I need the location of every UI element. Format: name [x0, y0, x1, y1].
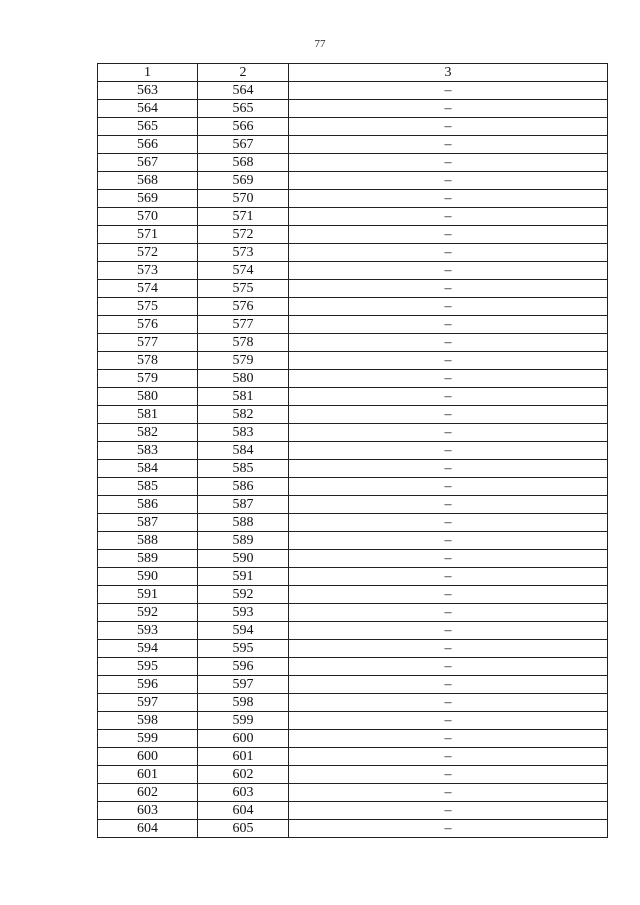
table-row	[98, 388, 608, 406]
table-cell-col-1: 587	[98, 514, 198, 532]
table-cell-col-1: 597	[98, 694, 198, 712]
table-row	[98, 568, 608, 586]
table-cell-col-1: 572	[98, 244, 198, 262]
table-cell-col-1: 563	[98, 82, 198, 100]
table-cell-col-3: –	[289, 460, 608, 478]
table-cell-col-2: 598	[198, 694, 289, 712]
table-cell-col-2: 566	[198, 118, 289, 136]
table-cell-col-1: 595	[98, 658, 198, 676]
table-cell-col-2: 576	[198, 298, 289, 316]
table-cell-col-2: 604	[198, 802, 289, 820]
table-cell-col-1: 588	[98, 532, 198, 550]
table-cell-col-2: 596	[198, 658, 289, 676]
column-header-1: 1	[98, 64, 198, 82]
table-cell-col-3: –	[289, 262, 608, 280]
table-cell-col-2: 589	[198, 532, 289, 550]
table-cell-col-2: 594	[198, 622, 289, 640]
table-row	[98, 802, 608, 820]
table-cell-col-2: 603	[198, 784, 289, 802]
table-cell-col-3: –	[289, 640, 608, 658]
table-row	[98, 82, 608, 100]
table-row	[98, 478, 608, 496]
table-cell-col-2: 590	[198, 550, 289, 568]
table-cell-col-3: –	[289, 712, 608, 730]
table-cell-col-3: –	[289, 766, 608, 784]
table-cell-col-3: –	[289, 118, 608, 136]
table-row	[98, 424, 608, 442]
table-cell-col-1: 576	[98, 316, 198, 334]
table-row	[98, 190, 608, 208]
table-cell-col-3: –	[289, 280, 608, 298]
table-cell-col-3: –	[289, 226, 608, 244]
column-header-3: 3	[289, 64, 608, 82]
table-cell-col-3: –	[289, 532, 608, 550]
table-cell-col-3: –	[289, 298, 608, 316]
table-cell-col-1: 600	[98, 748, 198, 766]
table-cell-col-3: –	[289, 82, 608, 100]
table-cell-col-2: 565	[198, 100, 289, 118]
table-cell-col-3: –	[289, 694, 608, 712]
table-cell-col-2: 597	[198, 676, 289, 694]
table-row	[98, 532, 608, 550]
table-cell-col-2: 568	[198, 154, 289, 172]
table-cell-col-1: 565	[98, 118, 198, 136]
table-row	[98, 676, 608, 694]
table-body	[98, 82, 608, 838]
table-cell-col-3: –	[289, 514, 608, 532]
table-cell-col-2: 602	[198, 766, 289, 784]
table-cell-col-1: 604	[98, 820, 198, 838]
table-cell-col-1: 568	[98, 172, 198, 190]
table-row	[98, 118, 608, 136]
table-cell-col-3: –	[289, 478, 608, 496]
table-cell-col-1: 602	[98, 784, 198, 802]
table-row	[98, 730, 608, 748]
table-cell-col-2: 587	[198, 496, 289, 514]
table-cell-col-1: 579	[98, 370, 198, 388]
table-cell-col-1: 589	[98, 550, 198, 568]
table-row	[98, 100, 608, 118]
table-cell-col-2: 585	[198, 460, 289, 478]
table-row	[98, 622, 608, 640]
table-cell-col-3: –	[289, 586, 608, 604]
table-row	[98, 298, 608, 316]
table-cell-col-2: 581	[198, 388, 289, 406]
table-cell-col-3: –	[289, 190, 608, 208]
table-cell-col-2: 570	[198, 190, 289, 208]
table-row	[98, 370, 608, 388]
table-row	[98, 712, 608, 730]
table-row	[98, 406, 608, 424]
table-cell-col-1: 575	[98, 298, 198, 316]
table-cell-col-1: 564	[98, 100, 198, 118]
table-cell-col-1: 577	[98, 334, 198, 352]
table-cell-col-3: –	[289, 244, 608, 262]
table-cell-col-1: 569	[98, 190, 198, 208]
table-cell-col-3: –	[289, 424, 608, 442]
table-cell-col-3: –	[289, 748, 608, 766]
table-cell-col-2: 580	[198, 370, 289, 388]
table-cell-col-2: 582	[198, 406, 289, 424]
table-cell-col-2: 601	[198, 748, 289, 766]
table-cell-col-3: –	[289, 820, 608, 838]
table-cell-col-1: 590	[98, 568, 198, 586]
table-cell-col-1: 591	[98, 586, 198, 604]
table-cell-col-1: 571	[98, 226, 198, 244]
table-cell-col-3: –	[289, 622, 608, 640]
table-row	[98, 514, 608, 532]
table-cell-col-3: –	[289, 370, 608, 388]
table-cell-col-2: 564	[198, 82, 289, 100]
table-cell-col-3: –	[289, 784, 608, 802]
table-cell-col-2: 567	[198, 136, 289, 154]
table-cell-col-1: 581	[98, 406, 198, 424]
table-row	[98, 640, 608, 658]
table-cell-col-3: –	[289, 604, 608, 622]
table-cell-col-3: –	[289, 658, 608, 676]
table-cell-col-1: 584	[98, 460, 198, 478]
table-cell-col-1: 582	[98, 424, 198, 442]
table-row	[98, 280, 608, 298]
table-cell-col-3: –	[289, 316, 608, 334]
table-cell-col-1: 583	[98, 442, 198, 460]
table-cell-col-2: 575	[198, 280, 289, 298]
table-row	[98, 820, 608, 838]
table-cell-col-3: –	[289, 676, 608, 694]
table-row	[98, 694, 608, 712]
table-cell-col-1: 598	[98, 712, 198, 730]
table-cell-col-2: 571	[198, 208, 289, 226]
table-cell-col-3: –	[289, 496, 608, 514]
table-cell-col-1: 599	[98, 730, 198, 748]
table-cell-col-2: 579	[198, 352, 289, 370]
table-cell-col-1: 585	[98, 478, 198, 496]
table-cell-col-2: 583	[198, 424, 289, 442]
table-row	[98, 334, 608, 352]
table-cell-col-1: 593	[98, 622, 198, 640]
table-cell-col-2: 600	[198, 730, 289, 748]
table-cell-col-3: –	[289, 352, 608, 370]
table-row	[98, 226, 608, 244]
table-row	[98, 442, 608, 460]
table-row	[98, 658, 608, 676]
table-row	[98, 352, 608, 370]
table-row	[98, 244, 608, 262]
table-cell-col-3: –	[289, 730, 608, 748]
table-cell-col-2: 586	[198, 478, 289, 496]
table-row	[98, 262, 608, 280]
table-cell-col-1: 573	[98, 262, 198, 280]
table-row	[98, 748, 608, 766]
page-number: 77	[314, 38, 326, 50]
table-cell-col-1: 592	[98, 604, 198, 622]
table-cell-col-2: 593	[198, 604, 289, 622]
table-cell-col-2: 591	[198, 568, 289, 586]
table-row	[98, 172, 608, 190]
table-cell-col-1: 586	[98, 496, 198, 514]
table-row	[98, 586, 608, 604]
table-cell-col-2: 605	[198, 820, 289, 838]
table-row	[98, 136, 608, 154]
table-cell-col-3: –	[289, 136, 608, 154]
table-cell-col-2: 577	[198, 316, 289, 334]
column-header-2: 2	[198, 64, 289, 82]
table-row	[98, 604, 608, 622]
table-cell-col-1: 601	[98, 766, 198, 784]
table-header-row	[98, 64, 608, 82]
table-cell-col-3: –	[289, 154, 608, 172]
table-row	[98, 496, 608, 514]
table-cell-col-1: 566	[98, 136, 198, 154]
table-cell-col-2: 569	[198, 172, 289, 190]
table-cell-col-2: 584	[198, 442, 289, 460]
table-cell-col-2: 572	[198, 226, 289, 244]
table-cell-col-3: –	[289, 550, 608, 568]
table-cell-col-2: 599	[198, 712, 289, 730]
table-cell-col-3: –	[289, 568, 608, 586]
table-cell-col-2: 588	[198, 514, 289, 532]
table-cell-col-1: 596	[98, 676, 198, 694]
table-cell-col-3: –	[289, 406, 608, 424]
table-cell-col-3: –	[289, 442, 608, 460]
table-cell-col-2: 574	[198, 262, 289, 280]
table-cell-col-1: 570	[98, 208, 198, 226]
table-row	[98, 460, 608, 478]
table-row	[98, 316, 608, 334]
table-cell-col-1: 574	[98, 280, 198, 298]
table-row	[98, 208, 608, 226]
table-cell-col-2: 578	[198, 334, 289, 352]
table-cell-col-3: –	[289, 334, 608, 352]
table-cell-col-2: 573	[198, 244, 289, 262]
table-cell-col-1: 580	[98, 388, 198, 406]
table-cell-col-3: –	[289, 100, 608, 118]
data-table	[97, 63, 608, 838]
table-cell-col-3: –	[289, 388, 608, 406]
table-cell-col-1: 567	[98, 154, 198, 172]
table-cell-col-3: –	[289, 208, 608, 226]
table-cell-col-1: 603	[98, 802, 198, 820]
table-row	[98, 766, 608, 784]
table-row	[98, 784, 608, 802]
table-cell-col-2: 592	[198, 586, 289, 604]
table-row	[98, 550, 608, 568]
table-cell-col-2: 595	[198, 640, 289, 658]
table-row	[98, 154, 608, 172]
table-cell-col-3: –	[289, 802, 608, 820]
table-cell-col-3: –	[289, 172, 608, 190]
table-cell-col-1: 578	[98, 352, 198, 370]
table-cell-col-1: 594	[98, 640, 198, 658]
